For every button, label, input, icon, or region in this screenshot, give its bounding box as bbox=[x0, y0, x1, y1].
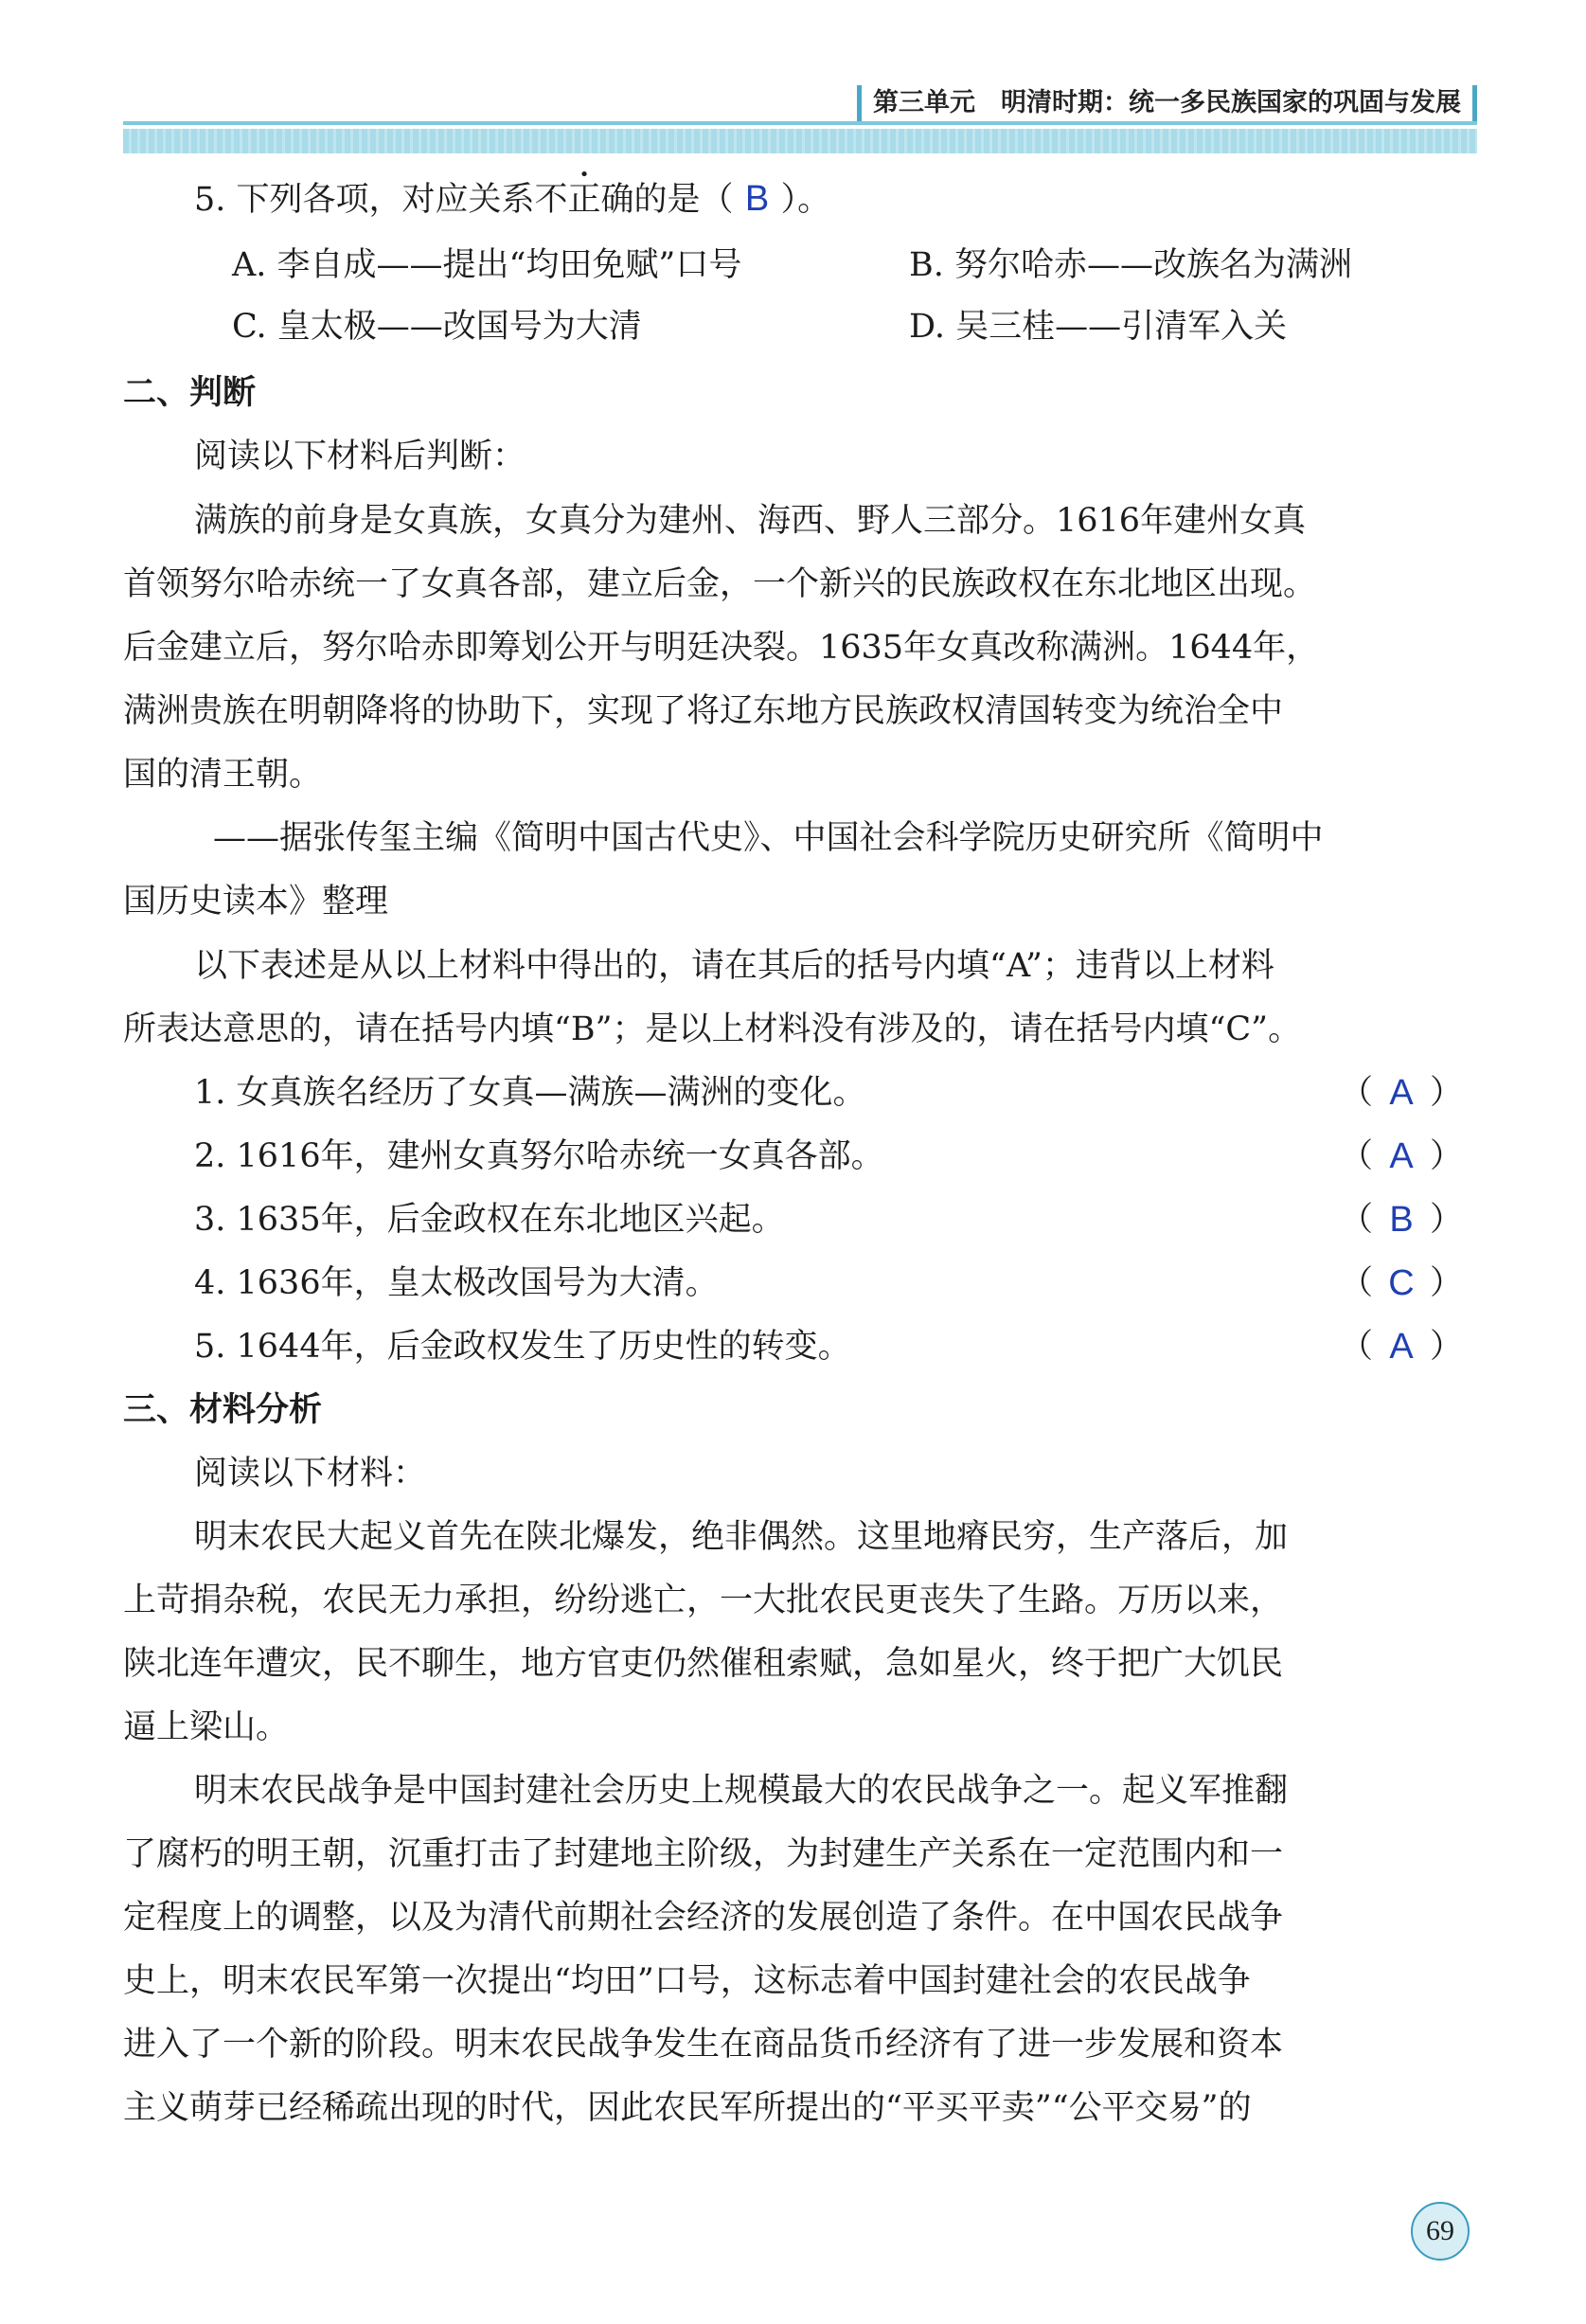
section2-intro: 阅读以下材料后判断： bbox=[194, 438, 526, 475]
q5-answer: B bbox=[744, 179, 770, 219]
judgement-answer: C bbox=[1388, 1263, 1415, 1303]
instruction-line: 所表达意思的，请在括号内填“B”；是以上材料没有涉及的，请在括号内填“C”。 bbox=[123, 1010, 1302, 1048]
section3-heading: 三、材料分析 bbox=[123, 1391, 323, 1429]
judgement-item-4: 4. 1636年，皇太极改国号为大清。 （ C ） bbox=[194, 1260, 1463, 1307]
q5-option-a: A. 李自成——提出“均田免赋”口号 bbox=[232, 246, 742, 284]
para2-line: 史上，明末农民军第一次提出“均田”口号，这标志着中国封建社会的农民战争 bbox=[123, 1962, 1251, 2000]
header-title: 第三单元 明清时期：统一多民族国家的巩固与发展 bbox=[857, 85, 1477, 121]
q5-option-c: C. 皇太极——改国号为大清 bbox=[232, 308, 642, 346]
header-rule bbox=[123, 121, 1477, 125]
material-line: 满洲贵族在明朝降将的协助下，实现了将辽东地方民族政权清国转变为统治全中 bbox=[123, 692, 1284, 730]
judgement-answer: B bbox=[1389, 1200, 1414, 1240]
page-number: 69 bbox=[1411, 2202, 1470, 2261]
material-line: 国的清王朝。 bbox=[123, 756, 323, 794]
q5-emphasis: 不正确 bbox=[534, 181, 634, 219]
para2-line: 主义萌芽已经稀疏出现的时代，因此农民军所提出的“平买平卖”“公平交易”的 bbox=[123, 2089, 1252, 2127]
section3-intro: 阅读以下材料： bbox=[194, 1455, 427, 1493]
para2-line: 了腐朽的明王朝，沉重打击了封建地主阶级，为封建生产关系在一定范围内和一 bbox=[123, 1835, 1284, 1873]
para2-line: 明末农民战争是中国封建社会历史上规模最大的农民战争之一。起义军推翻 bbox=[194, 1772, 1289, 1810]
judgement-answer: A bbox=[1389, 1073, 1414, 1113]
source-line: 国历史读本》整理 bbox=[123, 883, 389, 921]
para2-line: 定程度上的调整，以及为清代前期社会经济的发展创造了条件。在中国农民战争 bbox=[123, 1899, 1284, 1937]
section2-heading: 二、判断 bbox=[123, 374, 257, 412]
para1-line: 陕北连年遭灾，民不聊生，地方官吏仍然催租索赋，急如星火，终于把广大饥民 bbox=[123, 1645, 1284, 1683]
para1-line: 明末农民大起义首先在陕北爆发，绝非偶然。这里地瘠民穷，生产落后，加 bbox=[194, 1518, 1289, 1556]
para2-line: 进入了一个新的阶段。明末农民战争发生在商品货币经济有了进一步发展和资本 bbox=[123, 2026, 1284, 2064]
header-band bbox=[123, 129, 1477, 153]
instruction-line: 以下表述是从以上材料中得出的，请在其后的括号内填“A”；违背以上材料 bbox=[194, 947, 1274, 985]
material-line: 满族的前身是女真族，女真分为建州、海西、野人三部分。1616年建州女真 bbox=[194, 502, 1307, 540]
q5-option-b: B. 努尔哈赤——改族名为满洲 bbox=[909, 246, 1352, 284]
source-line: ——据张传玺主编《简明中国古代史》、中国社会科学院历史研究所《简明中 bbox=[213, 819, 1324, 857]
material-line: 首领努尔哈赤统一了女真各部，建立后金，一个新兴的民族政权在东北地区出现。 bbox=[123, 565, 1317, 603]
judgement-item-1: 1. 女真族名经历了女真—满族—满洲的变化。 （ A ） bbox=[194, 1069, 1463, 1117]
q5-option-d: D. 吴三桂——引清军入关 bbox=[909, 308, 1288, 346]
para1-line: 上苛捐杂税，农民无力承担，纷纷逃亡，一大批农民更丧失了生路。万历以来， bbox=[123, 1582, 1284, 1619]
judgement-item-3: 3. 1635年，后金政权在东北地区兴起。 （ B ） bbox=[194, 1196, 1463, 1243]
q5-stem: 5. 下列各项，对应关系不正确的是（ B ）。 bbox=[194, 175, 830, 223]
page-header bbox=[123, 85, 1477, 123]
para1-line: 逼上梁山。 bbox=[123, 1708, 290, 1746]
judgement-item-2: 2. 1616年，建州女真努尔哈赤统一女真各部。 （ A ） bbox=[194, 1133, 1463, 1180]
judgement-answer: A bbox=[1389, 1136, 1414, 1176]
material-line: 后金建立后，努尔哈赤即筹划公开与明廷决裂。1635年女真改称满洲。1644年， bbox=[123, 629, 1320, 667]
judgement-item-5: 5. 1644年，后金政权发生了历史性的转变。 （ A ） bbox=[194, 1323, 1463, 1370]
judgement-answer: A bbox=[1389, 1327, 1414, 1367]
